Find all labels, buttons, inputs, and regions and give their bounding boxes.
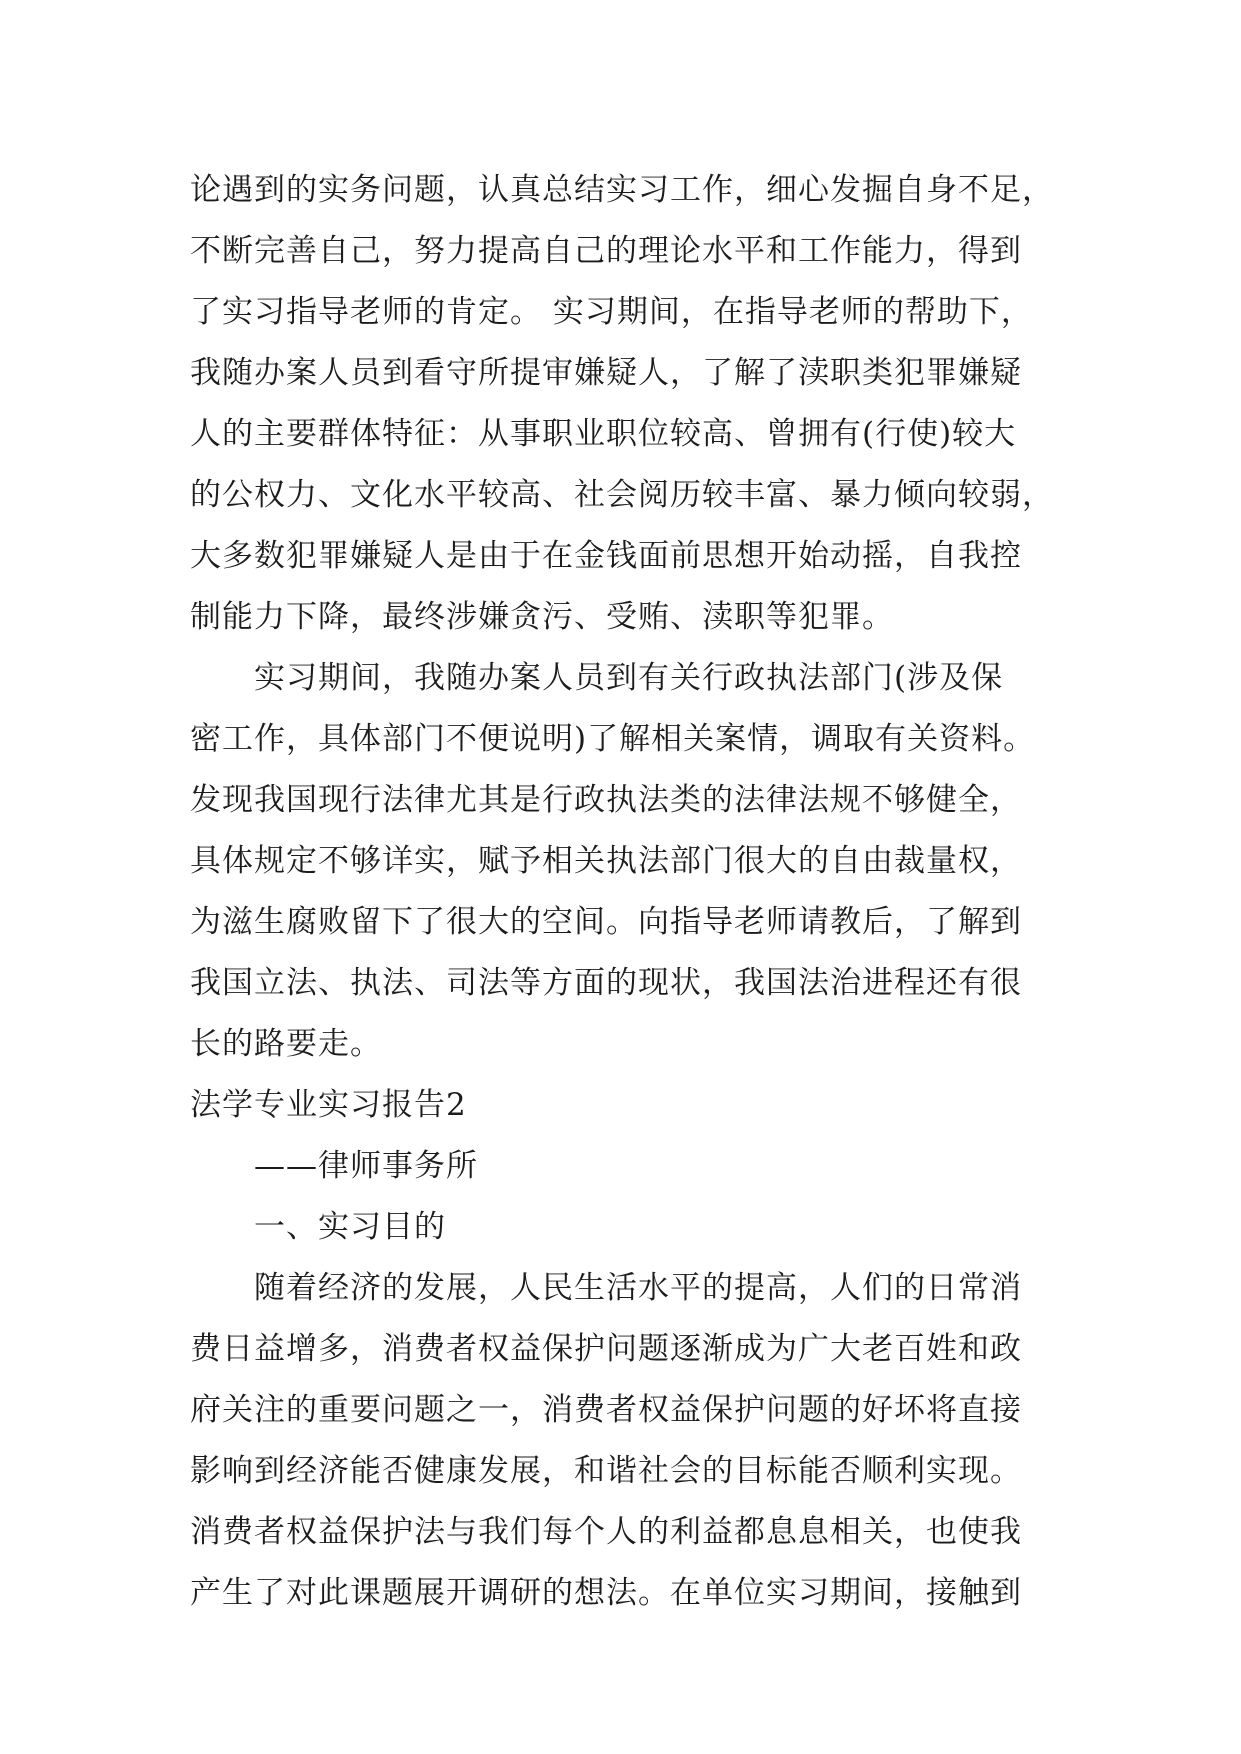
text-line: 了实习指导老师的肯定。 实习期间，在指导老师的帮助下， xyxy=(190,294,1033,330)
text-line: ——律师事务所 xyxy=(254,1148,478,1184)
text-line: 密工作，具体部门不便说明)了解相关案情，调取有关资料。 xyxy=(190,721,1036,757)
text-line: 论遇到的实务问题，认真总结实习工作，细心发掘自身不足， xyxy=(190,172,1054,208)
text-line: 制能力下降，最终涉嫌贪污、受贿、渎职等犯罪。 xyxy=(190,599,894,635)
text-line: 随着经济的发展，人民生活水平的提高，人们的日常消 xyxy=(254,1270,1022,1306)
text-line: 一、实习目的 xyxy=(254,1209,446,1245)
text-line: 实习期间，我随办案人员到有关行政执法部门(涉及保 xyxy=(254,660,1004,696)
text-line: 发现我国现行法律尤其是行政执法类的法律法规不够健全， xyxy=(190,782,1022,818)
text-line: 我国立法、执法、司法等方面的现状，我国法治进程还有很 xyxy=(190,965,1022,1001)
text-line: 为滋生腐败留下了很大的空间。向指导老师请教后，了解到 xyxy=(190,904,1022,940)
text-line: 影响到经济能否健康发展，和谐社会的目标能否顺利实现。 xyxy=(190,1453,1022,1489)
text-line: 人的主要群体特征：从事职业职位较高、曾拥有(行使)较大 xyxy=(190,416,1017,452)
text-line: 不断完善自己，努力提高自己的理论水平和工作能力，得到 xyxy=(190,233,1022,269)
document-body xyxy=(190,160,1070,1624)
text-line: 府关注的重要问题之一，消费者权益保护问题的好坏将直接 xyxy=(190,1392,1022,1428)
text-line: 大多数犯罪嫌疑人是由于在金钱面前思想开始动摇，自我控 xyxy=(190,538,1022,574)
text-line: 产生了对此课题展开调研的想法。在单位实习期间，接触到 xyxy=(190,1575,1022,1611)
text-line: 的公权力、文化水平较高、社会阅历较丰富、暴力倾向较弱， xyxy=(190,477,1054,513)
text-line: 长的路要走。 xyxy=(190,1026,382,1062)
text-line: 法学专业实习报告2 xyxy=(190,1087,467,1123)
text-line: 我随办案人员到看守所提审嫌疑人，了解了渎职类犯罪嫌疑 xyxy=(190,355,1022,391)
text-line: 费日益增多，消费者权益保护问题逐渐成为广大老百姓和政 xyxy=(190,1331,1022,1367)
text-line: 消费者权益保护法与我们每个人的利益都息息相关，也使我 xyxy=(190,1514,1022,1550)
text-line: 具体规定不够详实，赋予相关执法部门很大的自由裁量权， xyxy=(190,843,1022,879)
